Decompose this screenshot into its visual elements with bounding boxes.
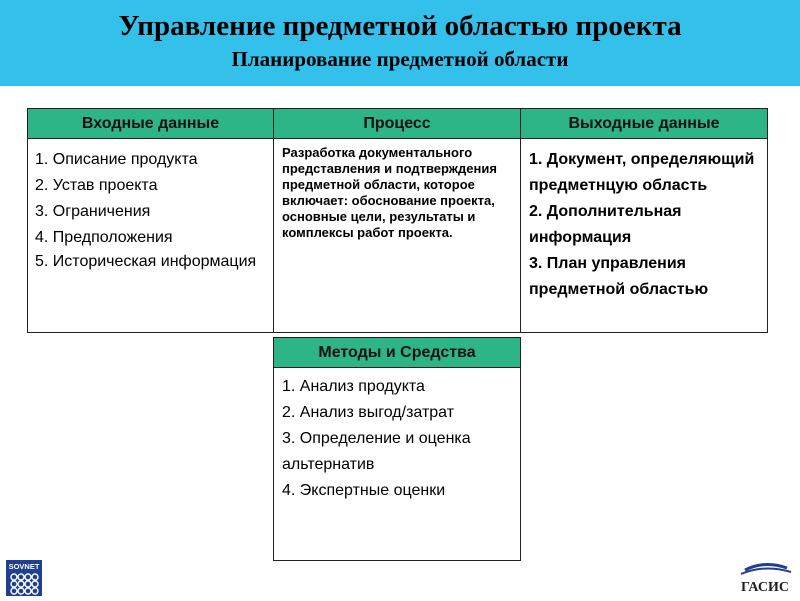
list-item: 3. План управления предметной областью [529, 255, 709, 298]
page-subtitle: Планирование предметной области [231, 47, 569, 71]
methods-cell [273, 367, 521, 561]
inputs-header: Входные данные [27, 108, 274, 139]
list-item: Разработка документального представления и подтверждения предметной области, которое включает: обоснование проекта, основные цели, результаты и комплексы работ проекта. [282, 145, 497, 240]
sovnet-logo-text: SOVNET [8, 562, 40, 571]
outputs-header: Выходные данные [520, 108, 768, 139]
list-item: 1. Документ, определяющий предметнцую область [529, 151, 755, 194]
list-item: 4. Экспертные оценки [282, 482, 446, 499]
list-item: 4. Предположения [35, 229, 173, 246]
list-item: 2. Анализ выгод/затрат [282, 404, 455, 421]
sovnet-logo [6, 560, 42, 596]
process-list [282, 145, 508, 241]
list-item: 2. Дополнительная информация [529, 203, 682, 246]
process-cell [273, 138, 521, 333]
list-item: 1. Описание продукта [35, 151, 198, 168]
methods-header: Методы и Средства [273, 337, 521, 368]
header-banner [0, 0, 800, 86]
gasis-logo [735, 560, 795, 596]
methods-list [282, 374, 512, 504]
page-title: Управление предметной областью проекта [118, 10, 682, 42]
outputs-list [529, 147, 759, 303]
gasis-logo-text: ГАСИС [741, 580, 789, 595]
process-header: Процесс [273, 108, 521, 139]
inputs-cell [27, 138, 274, 333]
outputs-cell [520, 138, 768, 333]
list-item: 2. Устав проекта [35, 177, 158, 194]
list-item: 3. Определение и оценка альтернатив [282, 430, 471, 473]
list-item: 3. Ограничения [35, 203, 151, 220]
list-item: 5. Историческая информация [35, 253, 257, 270]
inputs-list [35, 147, 267, 272]
list-item: 1. Анализ продукта [282, 378, 425, 395]
